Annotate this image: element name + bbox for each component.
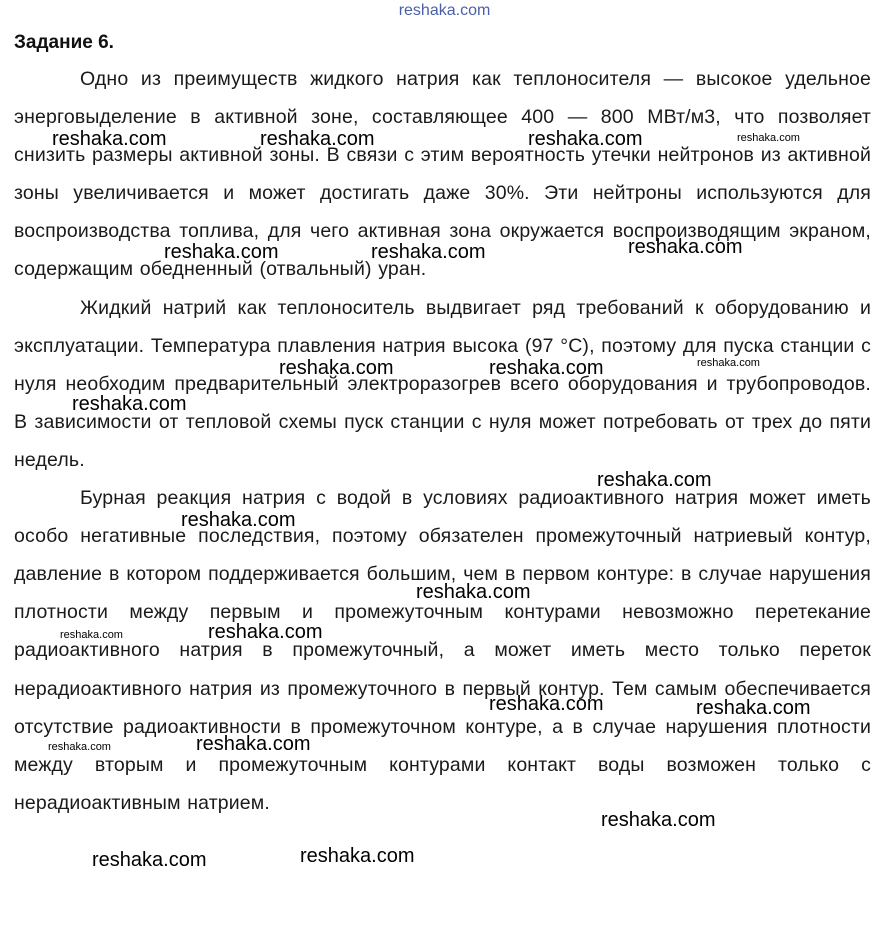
watermark: reshaka.com <box>48 741 111 753</box>
watermark: reshaka.com <box>52 128 167 150</box>
site-header-link[interactable]: reshaka.com <box>398 2 491 19</box>
watermark: reshaka.com <box>737 132 800 144</box>
watermark: reshaka.com <box>601 809 716 831</box>
watermark: reshaka.com <box>528 128 643 150</box>
watermark: reshaka.com <box>260 128 375 150</box>
watermark: reshaka.com <box>489 693 604 715</box>
watermark: reshaka.com <box>181 509 296 531</box>
watermark: reshaka.com <box>696 697 811 719</box>
paragraph-1: Одно из преимуществ жидкого натрия как теплоносителя — высокое удельное энерговыделение в активной зоне, составляющее 400 — 800 МВт/м3, что позволяет снизить размеры активной зоны. В связи с этим вероятность утечки нейтронов из активной зоны увеличивается и может достигать даже 30%. Эти нейтроны используются для воспроизводства топлива, для чего активная зона окружается воспроизводящим экраном, содержащим обедненный (отвальный) уран. <box>14 68 871 281</box>
watermark: reshaka.com <box>279 357 394 379</box>
watermark: reshaka.com <box>300 845 415 867</box>
watermark: reshaka.com <box>60 629 123 641</box>
watermark: reshaka.com <box>597 469 712 491</box>
task-title: Задание 6. <box>14 32 114 53</box>
watermark: reshaka.com <box>628 236 743 258</box>
paragraph-3: Бурная реакция натрия с водой в условиях радиоактивного натрия может иметь особо негативные последствия, поэтому обязателен промежуточный натриевый контур, давление в котором поддерживается большим, чем в первом контуре: в случае нарушения плотности между первым и промежуточным контурами невозможно перетекание радиоактивного натрия в промежуточный, а может иметь место только переток нерадиоактивного натрия из промежуточного в первый контур. Тем самым обеспечивается отсутствие радиоактивности в промежуточном контуре, а в случае нарушения плотности между вторым и промежуточным контурами контакт воды возможен только с нерадиоактивным натрием. <box>14 487 871 814</box>
watermark: reshaka.com <box>196 733 311 755</box>
watermark: reshaka.com <box>416 581 531 603</box>
watermark: reshaka.com <box>697 357 760 369</box>
watermark: reshaka.com <box>164 241 279 263</box>
watermark: reshaka.com <box>489 357 604 379</box>
paragraph-2: Жидкий натрий как теплоноситель выдвигает ряд требований к оборудованию и эксплуатации. Температура плавления натрия высока (97 °С), поэтому для пуска станции с нуля необходим предварительный электроразогрев всего оборудования и трубопроводов. В зависимости от тепловой схемы пуск станции с нуля может потребовать от трех до пяти недель. <box>14 296 871 471</box>
watermark: reshaka.com <box>371 241 486 263</box>
watermark: reshaka.com <box>208 621 323 643</box>
watermark: reshaka.com <box>92 849 207 871</box>
watermark: reshaka.com <box>72 393 187 415</box>
